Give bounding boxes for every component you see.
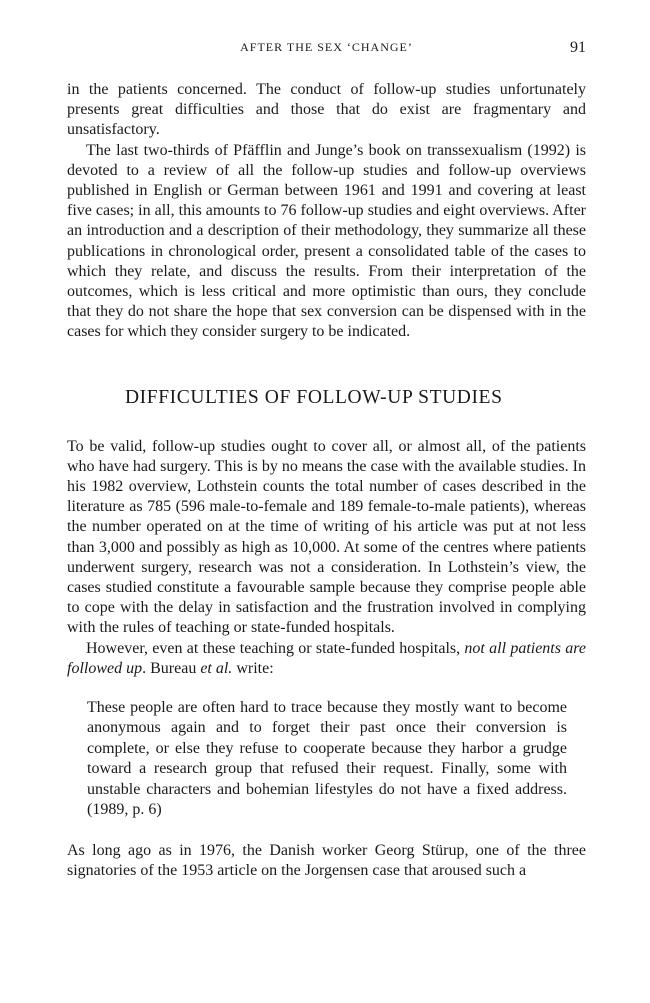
running-head xyxy=(67,40,586,60)
body-text xyxy=(67,80,586,881)
running-title: AFTER THE SEX ‘CHANGE’ xyxy=(240,40,413,54)
paragraph-1: in the patients concerned. The conduct of follow-up studies unfortunately presents great difficulties and those that do exist are fragmentary and unsatisfactory. xyxy=(67,81,586,139)
paragraph-4 xyxy=(67,639,586,679)
paragraph-2: The last two-thirds of Pfäfflin and Junge’s book on transsexualism (1992) is devoted to a review of all the follow-up studies and follow-up overviews published in English or German between 1961 and 1991 and covering at least five cases; in all, this amounts to 76 follow-up studies and eight overviews. After an introduction and a description of their methodology, they summarize all these publications in chronological order, present a consolidated table of the cases to which they relate, and discuss the results. From their interpretation of the outcomes, which is less critical and more optimistic than ours, they conclude that they do not share the hope that sex conversion can be dispensed with in the cases for which they consider surgery to be indicated. xyxy=(67,141,586,341)
page xyxy=(67,40,586,881)
paragraph-4-emphasis: not all patients are followed up xyxy=(67,639,586,677)
section-heading: DIFFICULTIES OF FOLLOW-UP STUDIES xyxy=(125,386,503,408)
block-quote xyxy=(87,698,567,820)
page-number: 91 xyxy=(570,39,586,56)
paragraph-4-end: write: xyxy=(232,659,274,677)
paragraph-4-et-al: et al. xyxy=(200,659,233,677)
paragraph-4-mid: . Bureau xyxy=(142,659,201,677)
paragraph-3: To be valid, follow-up studies ought to cover all, or almost all, of the patients who have had surgery. This is by no means the case with the available studies. In his 1982 overview, Lothstein counts the total number of cases described in the literature as 785 (596 male-to-female and 189 female-to-male patients), whereas the number operated on at the time of writing of his article was put at not less than 3,000 and possibly as high as 10,000. At some of the centres where patients underwent surgery, research was not a consideration. In Lothstein’s view, the cases studied constitute a favourable sample because they comprise people able to cope with the delay in satisfaction and the frustration involved in complying with the rules of teaching or state-funded hospitals. xyxy=(67,437,586,637)
paragraph-5: As long ago as in 1976, the Danish worker Georg Stürup, one of the three signatories of the 1953 article on the Jorgensen case that aroused such a xyxy=(67,841,586,879)
block-quote-text: These people are often hard to trace because they mostly want to become anonymous again and to forget their past once their conversion is complete, or else they refuse to cooperate because they harbor a grudge toward a research group that refused their request. Finally, some with unstable characters and bohemian lifestyles do not have a fixed address. (1989, p. 6) xyxy=(87,699,567,819)
paragraph-4-lead: However, even at these teaching or state-funded hospitals, xyxy=(86,639,465,657)
